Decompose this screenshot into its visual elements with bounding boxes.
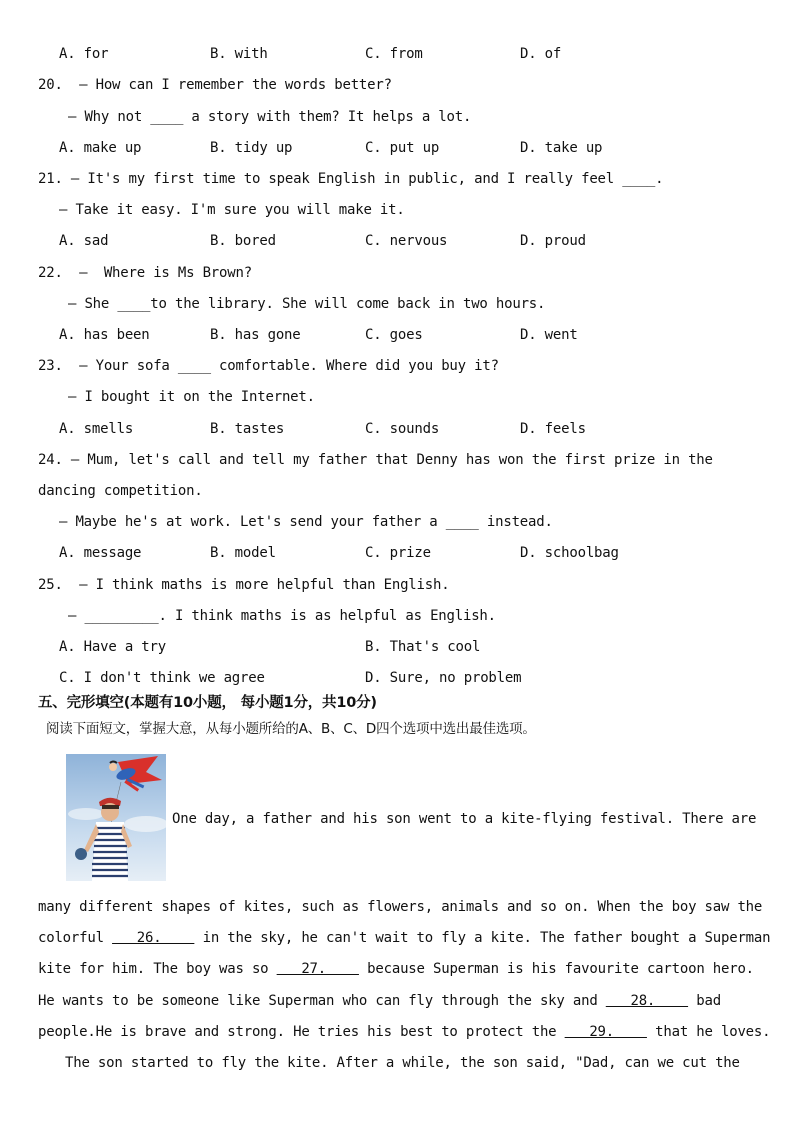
q22-option-a: A. has been [59, 327, 150, 343]
q20-option-c: C. put up [365, 140, 440, 156]
q25-option-b: B. That's cool [365, 639, 481, 655]
q24-response: — Maybe he's at work. Let's send your father a ____ instead. [59, 514, 553, 530]
q20-question: 20. — How can I remember the words better? [38, 77, 392, 93]
blank-27: 27. [276, 961, 359, 977]
q21-response: — Take it easy. I'm sure you will make it. [59, 202, 405, 218]
passage-line-2: many different shapes of kites, such as flowers, animals and so on. When the boy saw the [38, 899, 763, 915]
blank-26: 26. [112, 930, 195, 946]
q24-question-cont: dancing competition. [38, 483, 203, 499]
blank-29: 29. [564, 1024, 647, 1040]
q25-option-d: D. Sure, no problem [365, 670, 522, 686]
q20-option-a: A. make up [59, 140, 142, 156]
q19-option-a: A. for [59, 46, 109, 62]
q19-option-b: B. with [210, 46, 268, 62]
q23-response: — I bought it on the Internet. [68, 389, 315, 405]
q23-option-c: C. sounds [365, 421, 440, 437]
q24-option-d: D. schoolbag [520, 545, 619, 561]
q23-option-a: A. smells [59, 421, 134, 437]
q20-response: — Why not ____ a story with them? It helps a lot. [68, 109, 472, 125]
q23-question: 23. — Your sofa ____ comfortable. Where did you buy it? [38, 358, 499, 374]
q25-option-c: C. I don't think we agree [59, 670, 265, 686]
q22-question: 22. — Where is Ms Brown? [38, 265, 252, 281]
q22-option-d: D. went [520, 327, 578, 343]
q19-option-c: C. from [365, 46, 423, 62]
kite-boy-photo [66, 754, 166, 881]
passage-line-5: He wants to be someone like Superman who can fly through the sky and 28. bad [38, 993, 721, 1009]
section-instruction: 阅读下面短文，掌握大意，从每小题所给的A、B、C、D四个选项中选出最佳选项。 [46, 721, 536, 737]
q21-option-c: C. nervous [365, 233, 448, 249]
q22-option-c: C. goes [365, 327, 423, 343]
q24-option-b: B. model [210, 545, 276, 561]
q23-option-b: B. tastes [210, 421, 285, 437]
q25-option-a: A. Have a try [59, 639, 166, 655]
q22-response: — She ____to the library. She will come back in two hours. [68, 296, 546, 312]
q23-option-d: D. feels [520, 421, 586, 437]
q21-question: 21. — It's my first time to speak English in public, and I really feel ____. [38, 171, 664, 187]
q22-option-b: B. has gone [210, 327, 301, 343]
passage-line-6: people.He is brave and strong. He tries his best to protect the 29. that he loves. [38, 1024, 771, 1040]
q24-option-a: A. message [59, 545, 142, 561]
blank-28: 28. [605, 993, 689, 1009]
passage-line-1: One day, a father and his son went to a kite-flying festival. There are [172, 811, 757, 827]
passage-line-7: The son started to fly the kite. After a while, the son said, "Dad, can we cut the [65, 1055, 740, 1071]
q24-option-c: C. prize [365, 545, 431, 561]
q20-option-b: B. tidy up [210, 140, 293, 156]
q21-option-d: D. proud [520, 233, 586, 249]
passage-line-3: colorful 26. in the sky, he can't wait to fly a kite. The father bought a Superman [38, 930, 771, 946]
q25-question: 25. — I think maths is more helpful than English. [38, 577, 450, 593]
q21-option-b: B. bored [210, 233, 276, 249]
q24-question: 24. — Mum, let's call and tell my father that Denny has won the first prize in the [38, 452, 713, 468]
q20-option-d: D. take up [520, 140, 603, 156]
passage-line-4: kite for him. The boy was so 27. because Superman is his favourite cartoon hero. [38, 961, 754, 977]
q25-response: — _________. I think maths is as helpful as English. [68, 608, 496, 624]
q19-option-d: D. of [520, 46, 562, 62]
section-title: 五、完形填空(本题有10小题， 每小题1分，共10分) [38, 695, 377, 711]
q21-option-a: A. sad [59, 233, 109, 249]
